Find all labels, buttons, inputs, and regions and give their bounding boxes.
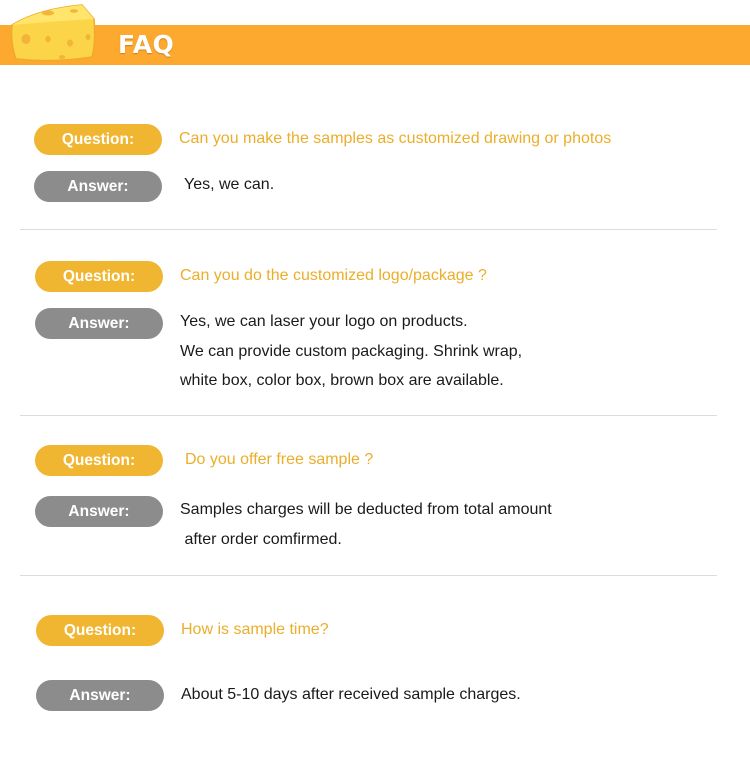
answer-line: We can provide custom packaging. Shrink wrap, <box>180 342 523 360</box>
answer-text <box>180 307 522 396</box>
question-badge: Question: <box>36 615 164 646</box>
answer-text <box>180 495 552 554</box>
question-text: How is sample time? <box>181 621 329 638</box>
answer-badge: Answer: <box>35 496 163 527</box>
answer-line: after order comfirmed. <box>180 530 342 548</box>
answer-line: About 5-10 days after received sample charges. <box>181 686 521 703</box>
header-bar <box>0 25 750 65</box>
question-badge: Question: <box>35 261 163 292</box>
answer-badge: Answer: <box>35 308 163 339</box>
answer-line: Yes, we can. <box>184 176 275 193</box>
answer-line: Samples charges will be deducted from total amount <box>180 501 552 518</box>
question-text: Can you make the samples as customized drawing or photos <box>179 130 612 147</box>
question-text: Can you do the customized logo/package ? <box>180 267 487 284</box>
divider <box>20 575 717 576</box>
answer-line: white box, color box, brown box are available. <box>180 372 504 389</box>
answer-text <box>184 170 274 200</box>
page-title: FAQ <box>118 30 175 59</box>
answer-badge: Answer: <box>36 680 164 711</box>
answer-line: Yes, we can laser your logo on products. <box>180 313 468 330</box>
divider <box>20 229 717 230</box>
divider <box>20 415 717 416</box>
question-badge: Question: <box>35 445 163 476</box>
cheese-icon <box>8 3 100 63</box>
question-text: Do you offer free sample ? <box>185 451 374 468</box>
question-badge: Question: <box>34 124 162 155</box>
answer-text <box>181 680 521 710</box>
answer-badge: Answer: <box>34 171 162 202</box>
